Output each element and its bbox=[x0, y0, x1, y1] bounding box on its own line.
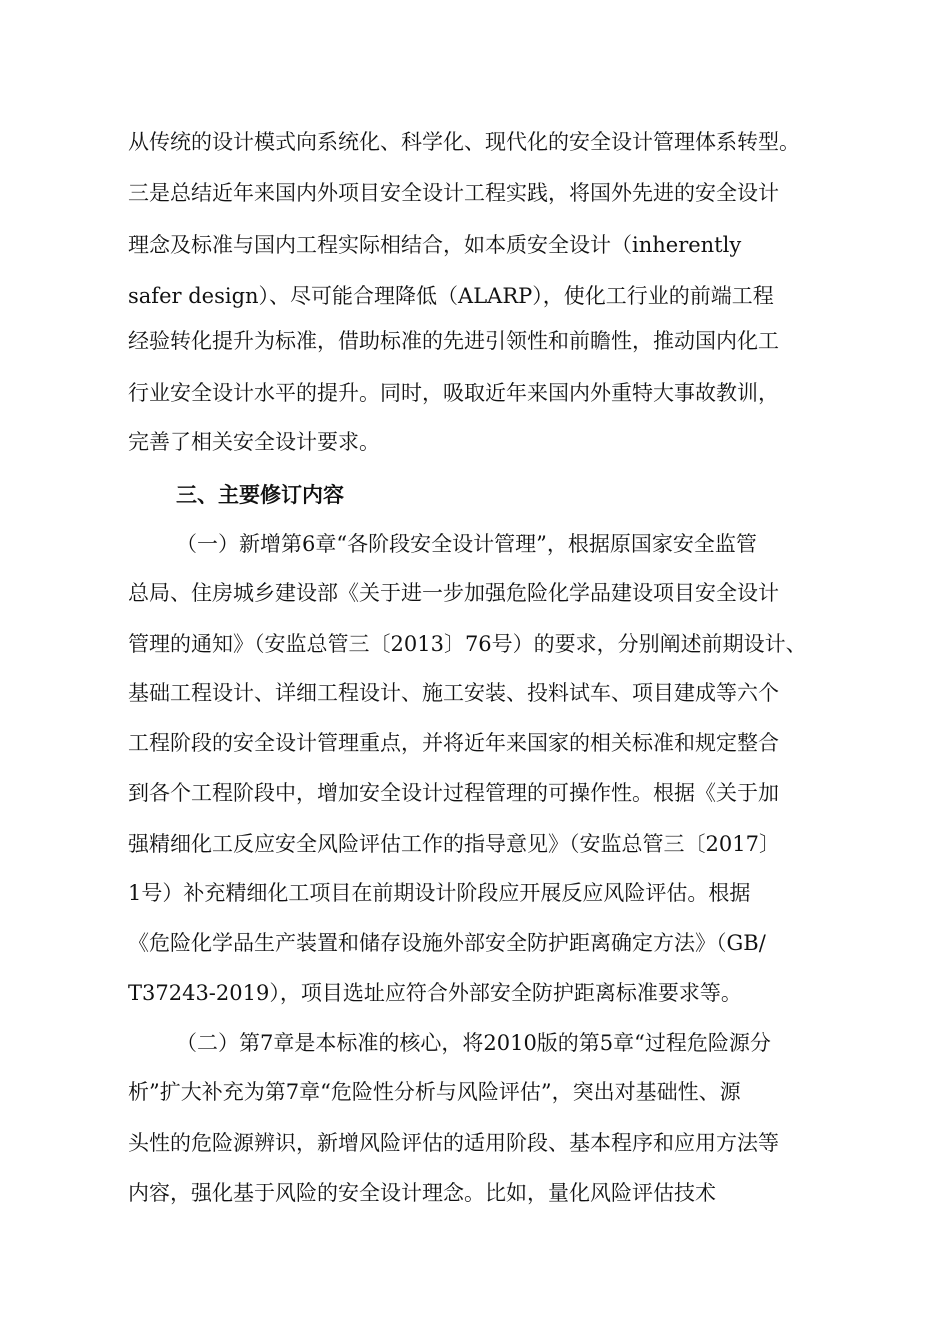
paragraph-line: 析”扩大补充为第7章“危险性分析与风险评估”，突出对基础性、源 bbox=[128, 1080, 741, 1104]
paragraph-line: （一）新增第6章“各阶段安全设计管理”，根据原国家安全监管 bbox=[176, 532, 757, 556]
paragraph-line: safer design）、尽可能合理降低（ALARP），使化工行业的前端工程 bbox=[128, 284, 774, 308]
section-heading: 三、主要修订内容 bbox=[176, 483, 344, 507]
paragraph-line: T37243-2019），项目选址应符合外部安全防护距离标准要求等。 bbox=[128, 981, 742, 1005]
paragraph-line: 强精细化工反应安全风险评估工作的指导意见》（安监总管三〔2017〕 bbox=[128, 832, 780, 856]
paragraph-line: 行业安全设计水平的提升。同时，吸取近年来国内外重特大事故教训， bbox=[128, 381, 779, 405]
paragraph-line: 总局、住房城乡建设部《关于进一步加强危险化学品建设项目安全设计 bbox=[128, 581, 779, 605]
paragraph-line: 工程阶段的安全设计管理重点，并将近年来国家的相关标准和规定整合 bbox=[128, 731, 779, 755]
paragraph-line: 管理的通知》（安监总管三〔2013〕76号）的要求，分别阐述前期设计、 bbox=[128, 632, 807, 656]
paragraph-line: 内容，强化基于风险的安全设计理念。比如，量化风险评估技术 bbox=[128, 1181, 716, 1205]
paragraph-line: 基础工程设计、详细工程设计、施工安装、投料试车、项目建成等六个 bbox=[128, 681, 779, 705]
paragraph-line: 1号）补充精细化工项目在前期设计阶段应开展反应风险评估。根据 bbox=[128, 881, 751, 905]
paragraph-line: （二）第7章是本标准的核心，将2010版的第5章“过程危险源分 bbox=[176, 1031, 771, 1055]
paragraph-line: 到各个工程阶段中，增加安全设计过程管理的可操作性。根据《关于加 bbox=[128, 781, 779, 805]
paragraph-line: 三是总结近年来国内外项目安全设计工程实践，将国外先进的安全设计 bbox=[128, 181, 779, 205]
paragraph-line: 头性的危险源辨识，新增风险评估的适用阶段、基本程序和应用方法等 bbox=[128, 1131, 779, 1155]
paragraph-line: 理念及标准与国内工程实际相结合，如本质安全设计（inherently bbox=[128, 233, 742, 257]
paragraph-line: 完善了相关安全设计要求。 bbox=[128, 430, 380, 454]
paragraph-line: 经验转化提升为标准，借助标准的先进引领性和前瞻性，推动国内化工 bbox=[128, 329, 779, 353]
paragraph-line: 《危险化学品生产装置和储存设施外部安全防护距离确定方法》（GB/ bbox=[128, 931, 766, 955]
paragraph-line: 从传统的设计模式向系统化、科学化、现代化的安全设计管理体系转型。 bbox=[128, 130, 800, 154]
